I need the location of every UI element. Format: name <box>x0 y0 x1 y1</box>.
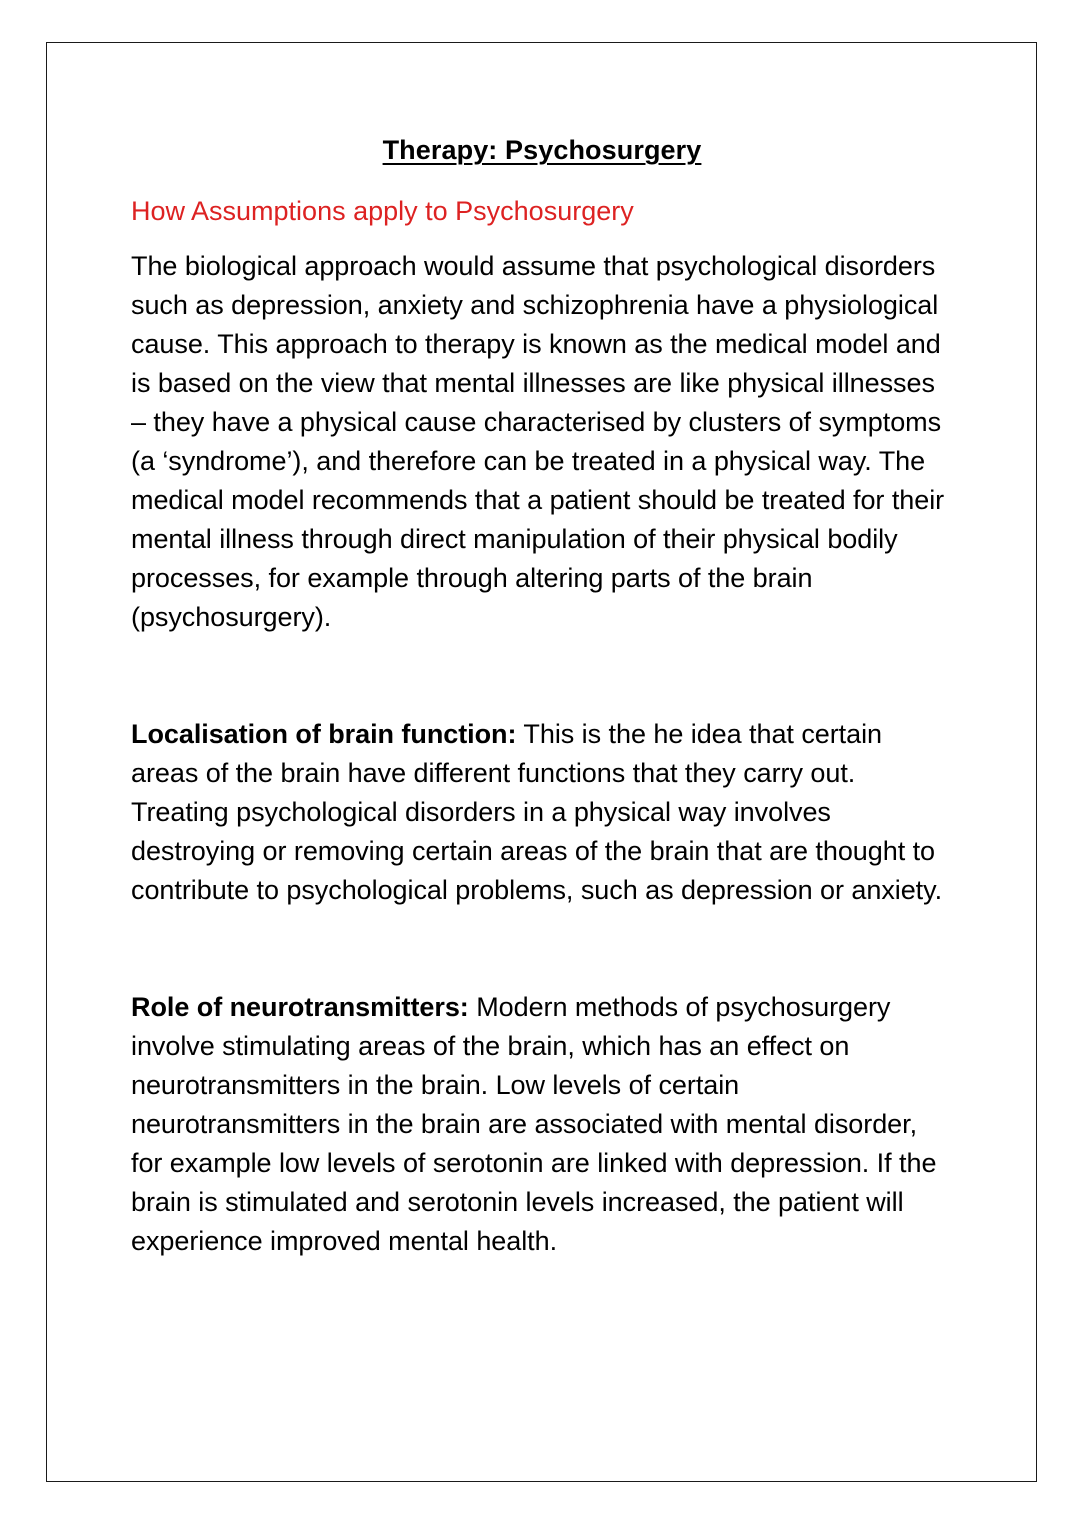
paragraph-neurotransmitters <box>131 910 953 1261</box>
document-content-area <box>131 43 953 1481</box>
paragraph-intro: The biological approach would assume that psychological disorders such as depression, anxiety and schizophrenia have a physiological cause. This approach to therapy is known as the medical model and is based on the view that mental illnesses are like physical illnesses – they have a physical cause characterised by clusters of symptoms (a ‘syndrome’), and therefore can be treated in a physical way. The medical model recommends that a patient should be treated for their mental illness through direct manipulation of their physical bodily processes, for example through altering parts of the brain (psychosurgery). <box>131 251 945 633</box>
paragraph-localisation-body: This is the he idea that certain areas of the brain have different functions that they carry out. Treating psychological disorders in a physical way involves destroying or removing certain areas of the brain that are thought to contribute to psychological problems, such as depression or anxiety. <box>131 719 943 906</box>
page-title <box>131 43 953 168</box>
page-bottom-whitespace <box>131 1261 953 1301</box>
paragraph-localisation <box>131 637 953 910</box>
document-page <box>46 42 1037 1482</box>
paragraph-localisation-lead-in: Localisation of brain function: <box>131 719 517 750</box>
section-heading-assumptions: How Assumptions apply to Psychosurgery <box>131 196 634 227</box>
paragraph-neurotransmitters-body: Modern methods of psychosurgery involve stimulating areas of the brain, which has an effect on neurotransmitters in the brain. Low levels of certain neurotransmitters in the brain are associated with mental disorder, for example low levels of serotonin are linked with depression. If the brain is stimulated and serotonin levels increased, the patient will experience improved mental health. <box>131 992 937 1257</box>
page-title-text: Therapy: Psychosurgery <box>382 135 702 165</box>
paragraph-neurotransmitters-lead-in: Role of neurotransmitters: <box>131 992 469 1023</box>
